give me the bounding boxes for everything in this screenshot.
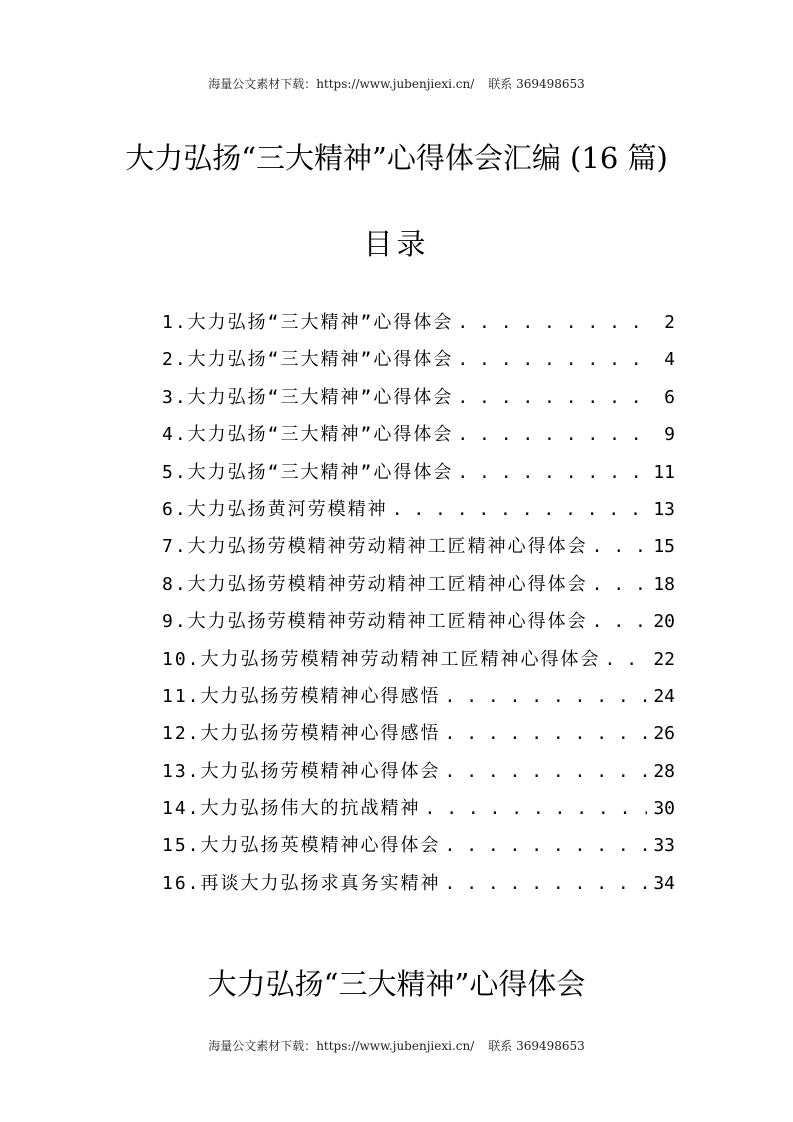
toc-leader-dots (457, 416, 647, 453)
toc-leader-dots (445, 678, 647, 715)
toc-leader-dots (457, 304, 647, 341)
toc-entry-page-number: 6 (664, 386, 675, 408)
toc-entry-label: 7.大力弘扬劳模精神劳动精神工匠精神心得体会 (162, 536, 588, 558)
toc-entry-page-number: 28 (653, 760, 675, 782)
toc-entry[interactable] (162, 416, 675, 453)
toc-leader-dots (457, 379, 647, 416)
toc-entry[interactable] (162, 678, 675, 715)
toc-entry[interactable] (162, 528, 675, 565)
toc-entry[interactable] (162, 341, 675, 378)
toc-entry-page-number: 4 (664, 349, 675, 371)
toc-entry-page-number: 11 (653, 461, 675, 483)
toc-entry[interactable] (162, 827, 675, 864)
toc-entry-label: 2.大力弘扬“三大精神”心得体会 (162, 349, 454, 371)
toc-entry-page-number: 30 (653, 798, 675, 820)
toc-entry[interactable] (162, 865, 675, 902)
toc-entry[interactable] (162, 753, 675, 790)
toc-entry-label: 6.大力弘扬黄河劳模精神 (162, 498, 388, 520)
toc-entry[interactable] (162, 641, 675, 678)
footer-source-link[interactable]: 海量公文素材下载：https://www.jubenjiexi.cn/ (208, 1039, 475, 1053)
toc-entry-page-number: 22 (653, 648, 675, 670)
page-header (0, 75, 793, 92)
toc-leader-dots (605, 641, 647, 678)
toc-entry-page-number: 2 (664, 312, 675, 333)
toc-heading: 目录 (363, 227, 430, 261)
toc-leader-dots (425, 790, 647, 827)
toc-entry-label: 9.大力弘扬劳模精神劳动精神工匠精神心得体会 (162, 611, 588, 633)
toc-leader-dots (457, 341, 647, 378)
toc-entry[interactable] (162, 790, 675, 827)
toc-entry-label: 1.大力弘扬“三大精神”心得体会 (162, 312, 454, 333)
footer-contact: 联系 369498653 (488, 1039, 585, 1053)
toc-entry-label: 3.大力弘扬“三大精神”心得体会 (162, 386, 454, 408)
toc-leader-dots (592, 566, 647, 603)
section-title: 大力弘扬“三大精神”心得体会 (207, 967, 586, 1001)
toc-entry-page-number: 26 (653, 723, 675, 745)
toc-entry-label: 11.大力弘扬劳模精神心得感悟 (162, 685, 441, 707)
toc-entry-label: 16.再谈大力弘扬求真务实精神 (162, 872, 441, 894)
toc-leader-dots (457, 454, 647, 491)
toc-entry-label: 14.大力弘扬伟大的抗战精神 (162, 798, 421, 820)
toc-entry[interactable] (162, 566, 675, 603)
toc-entry[interactable] (162, 379, 675, 416)
toc-entry-label: 5.大力弘扬“三大精神”心得体会 (162, 461, 454, 483)
toc-entry-page-number: 24 (653, 685, 675, 707)
toc-entry[interactable] (162, 491, 675, 528)
toc-entry[interactable] (162, 304, 675, 341)
header-source-link[interactable]: 海量公文素材下载：https://www.jubenjiexi.cn/ (208, 77, 475, 91)
toc-entry[interactable] (162, 603, 675, 640)
toc-entry-page-number: 34 (653, 872, 675, 894)
toc-entry[interactable] (162, 454, 675, 491)
toc-entry-page-number: 13 (653, 498, 675, 520)
toc-entry-label: 10.大力弘扬劳模精神劳动精神工匠精神心得体会 (162, 648, 601, 670)
toc-leader-dots (392, 491, 647, 528)
toc-leader-dots (592, 528, 647, 565)
toc-entry-label: 4.大力弘扬“三大精神”心得体会 (162, 424, 454, 446)
toc-leader-dots (445, 865, 647, 902)
toc-entry-label: 12.大力弘扬劳模精神心得感悟 (162, 723, 441, 745)
header-contact: 联系 369498653 (488, 77, 585, 91)
toc-entry-page-number: 20 (653, 611, 675, 633)
toc-leader-dots (592, 603, 647, 640)
toc-leader-dots (445, 715, 647, 752)
table-of-contents (162, 304, 675, 902)
toc-entry-label: 8.大力弘扬劳模精神劳动精神工匠精神心得体会 (162, 573, 588, 595)
toc-entry[interactable] (162, 715, 675, 752)
toc-entry-page-number: 9 (664, 424, 675, 446)
toc-entry-label: 15.大力弘扬英模精神心得体会 (162, 835, 441, 857)
toc-leader-dots (445, 753, 647, 790)
toc-entry-page-number: 33 (653, 835, 675, 857)
toc-entry-page-number: 18 (653, 573, 675, 595)
page-footer (0, 1037, 793, 1054)
toc-entry-label: 13.大力弘扬劳模精神心得体会 (162, 760, 441, 782)
toc-leader-dots (445, 827, 647, 864)
document-title: 大力弘扬“三大精神”心得体会汇编 (16 篇) (125, 141, 668, 175)
toc-entry-page-number: 15 (653, 536, 675, 558)
